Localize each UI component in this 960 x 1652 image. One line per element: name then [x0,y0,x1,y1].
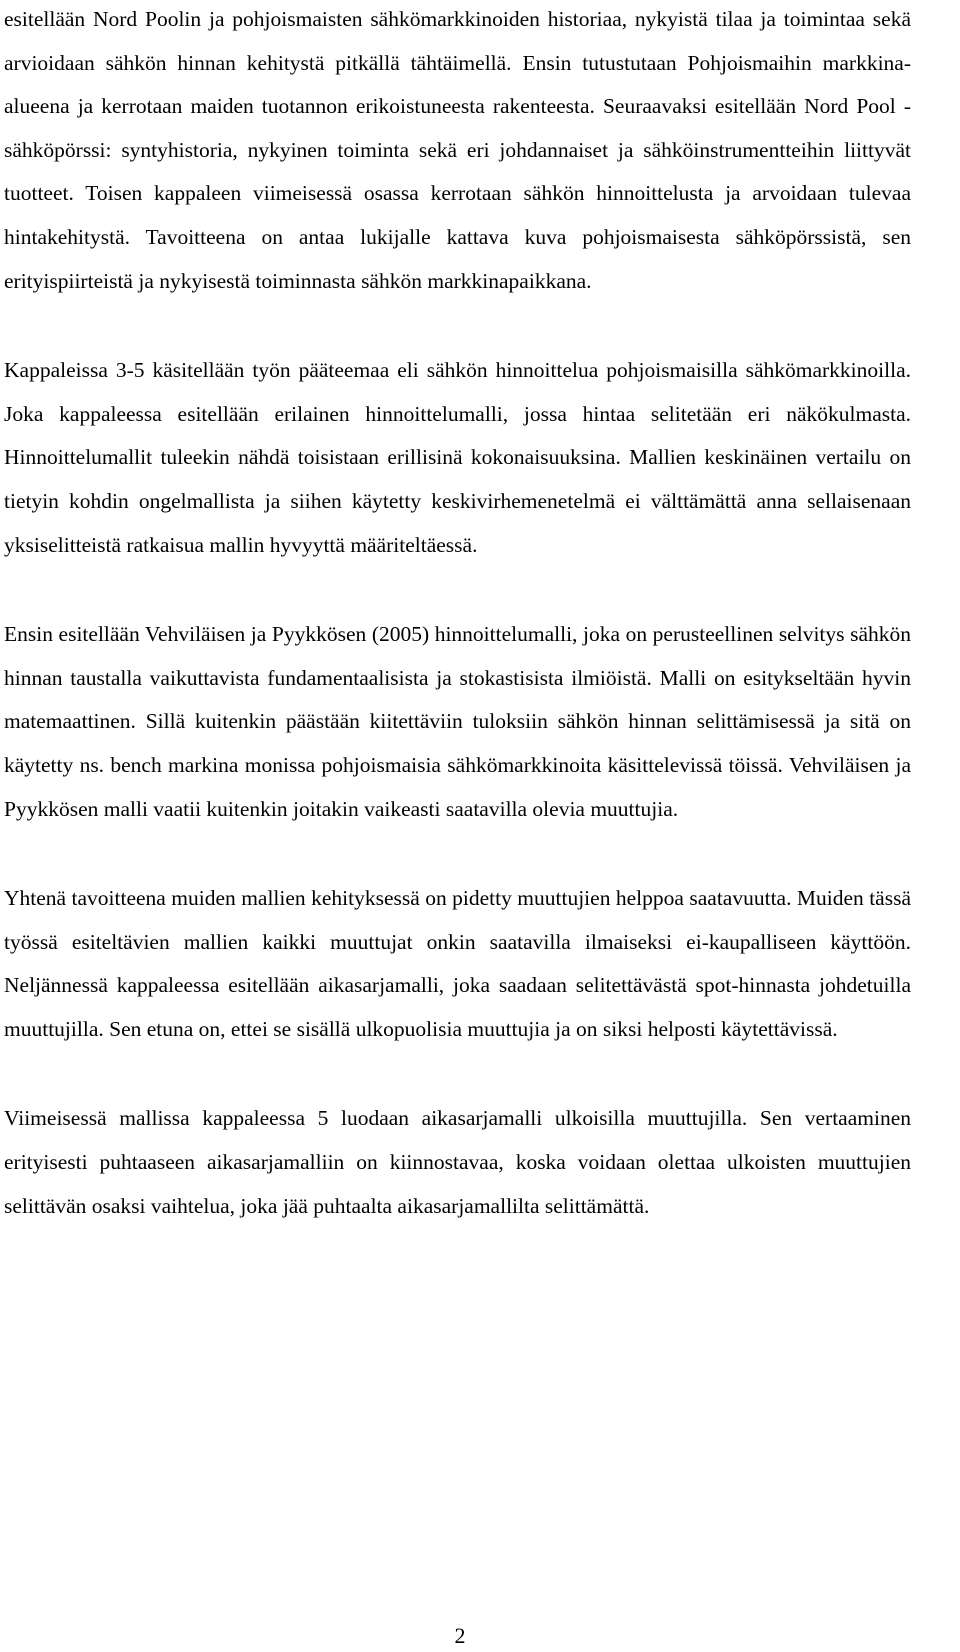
paragraph-intro-nord-pool: esitellään Nord Poolin ja pohjoismaisten sähkömarkkinoiden historiaa, nykyistä tilaa ja toimintaa sekä arvioidaan sähkön hinnan kehitystä pitkällä tähtäimellä. Ensin tutustutaan Pohjoismaihin markkina-alueena ja kerrotaan maiden tuotannon erikoistuneesta rakenteesta. Seuraavaksi esitellään Nord Pool -sähköpörssi: syntyhistoria, nykyinen toiminta sekä eri johdannaiset ja sähköinstrumentteihin liittyvät tuotteet. Toisen kappaleen viimeisessä osassa kerrotaan sähkön hinnoittelusta ja arvoidaan tulevaa hintakehitystä. Tavoitteena on antaa lukijalle kattava kuva pohjoismaisesta sähköpörssistä, sen erityispiirteistä ja nykyisestä toiminnasta sähkön markkinapaikkana. [4,7,911,293]
page-number: 2 [454,1623,466,1648]
paragraph-chapters-3-5: Kappaleissa 3-5 käsitellään työn pääteemaa eli sähkön hinnoittelua pohjoismaisilla sähkömarkkinoilla. Joka kappaleessa esitellään erilainen hinnoittelumalli, jossa hintaa selitetään eri näkökulmasta. Hinnoittelumallit tuleekin nähdä toisistaan erillisinä kokonaisuuksina. Mallien keskinäinen vertailu on tietyin kohdin ongelmallista ja siihen käytetty keskivirhemenetelmä ei välttämättä anna sellaisenaan yksiselitteistä ratkaisua mallin hyvyyttä määriteltäessä. [4,358,911,557]
paragraph-vehvilainen-pyykkonen: Ensin esitellään Vehviläisen ja Pyykkösen (2005) hinnoittelumalli, joka on perusteellinen selvitys sähkön hinnan taustalla vaikuttavista fundamentaalisista ja stokastisista ilmiöistä. Malli on esitykseltään hyvin matemaattinen. Sillä kuitenkin päästään kiitettäviin tuloksiin sähkön hinnan selittämisessä ja sitä on käytetty ns. bench markina monissa pohjoismaisia sähkömarkkinoita käsittelevissä töissä. Vehviläisen ja Pyykkösen malli vaatii kuitenkin joitakin vaikeasti saatavilla olevia muuttujia. [4,622,911,821]
body-text [4,0,911,1228]
paragraph-external-variables-model: Viimeisessä mallissa kappaleessa 5 luodaan aikasarjamalli ulkoisilla muuttujilla. Sen vertaaminen erityisesti puhtaaseen aikasarjamalliin on kiinnostavaa, koska voidaan olettaa ulkoisten muuttujien selittävän osaksi vaihtelua, joka jää puhtaalta aikasarjamallilta selittämättä. [4,1106,911,1218]
paragraph-time-series-model: Yhtenä tavoitteena muiden mallien kehityksessä on pidetty muuttujien helppoa saatavuutta. Muiden tässä työssä esiteltävien mallien kaikki muuttujat onkin saatavilla ilmaiseksi ei-kaupalliseen käyttöön. Neljännessä kappaleessa esitellään aikasarjamalli, joka saadaan selitettävästä spot-hinnasta johdetuilla muuttujilla. Sen etuna on, ettei se sisällä ulkopuolisia muuttujia ja on siksi helposti käytettävissä. [4,886,911,1041]
